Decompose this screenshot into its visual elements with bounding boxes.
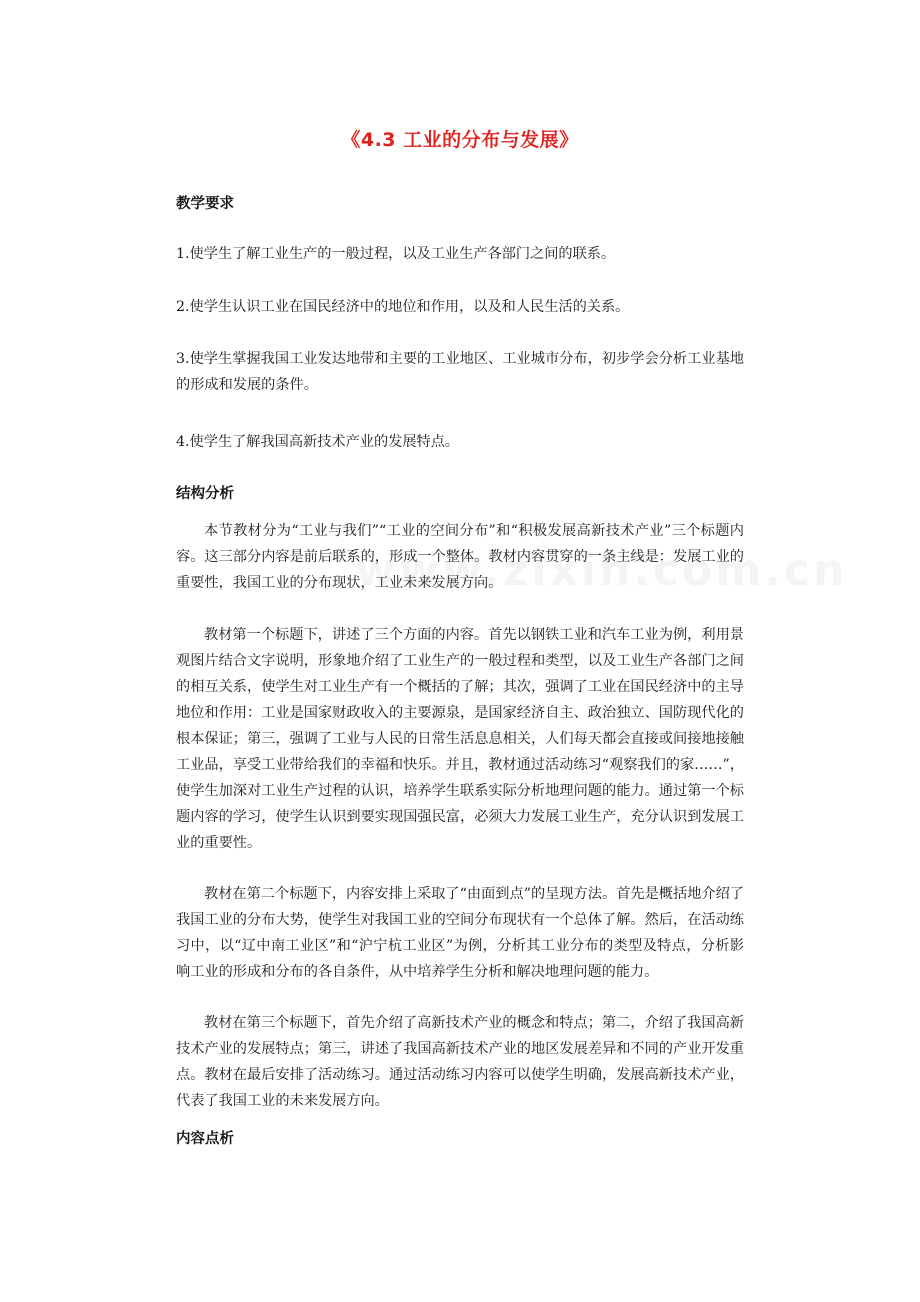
requirement-item-4: 4.使学生了解我国高新技术产业的发展特点。	[176, 434, 460, 450]
requirement-item-1: 1.使学生了解工业生产的一般过程，以及工业生产各部门之间的联系。	[176, 246, 616, 262]
requirement-item-3: 3.使学生掌握我国工业发达地带和主要的工业地区、工业城市分布，初步学会分析工业基地的形成和发展的条件。	[176, 351, 744, 393]
structure-paragraph-1: 本节教材分为“工业与我们”“工业的空间分布”和“积极发展高新技术产业”三个标题内容。这三部分内容是前后联系的，形成一个整体。教材内容贯穿的一条主线是：发展工业的重要性，我国工业的分布现状，工业未来发展方向。	[176, 523, 744, 591]
document-title: 《4.3 工业的分布与发展》	[341, 129, 579, 151]
structure-paragraph-4: 教材在第三个标题下，首先介绍了高新技术产业的概念和特点；第二，介绍了我国高新技术产业的发展特点；第三，讲述了我国高新技术产业的地区发展差异和不同的产业开发重点。教材在最后安排了活动练习。通过活动练习内容可以使学生明确，发展高新技术产业，代表了我国工业的未来发展方向。	[176, 1015, 744, 1109]
structure-paragraph-2: 教材第一个标题下，讲述了三个方面的内容。首先以钢铁工业和汽车工业为例，利用景观图片结合文字说明，形象地介绍了工业生产的一般过程和类型，以及工业生产各部门之间的相互关系，使学生对工业生产有一个概括的了解；其次，强调了工业在国民经济中的主导地位和作用：工业是国家财政收入的主要源泉，是国家经济自主、政治独立、国防现代化的根本保证；第三，强调了工业与人民的日常生活息息相关，人们每天都会直接或间接地接触工业品，享受工业带给我们的幸福和快乐。并且，教材通过活动练习“观察我们的家……”，使学生加深对工业生产过程的认识，培养学生联系实际分析地理问题的能力。通过第一个标题内容的学习，使学生认识到要实现国强民富，必须大力发展工业生产，充分认识到发展工业的重要性。	[176, 627, 744, 851]
heading-teaching-requirements: 教学要求	[176, 196, 234, 212]
structure-paragraph-3: 教材在第二个标题下，内容安排上采取了“由面到点”的呈现方法。首先是概括地介绍了我国工业的分布大势，使学生对我国工业的空间分布现状有一个总体了解。然后，在活动练习中，以“辽中南工业区”和“沪宁杭工业区”为例，分析其工业分布的类型及特点，分析影响工业的形成和分布的各自条件，从中培养学生分析和解决地理问题的能力。	[176, 886, 744, 980]
requirement-item-2: 2.使学生认识工业在国民经济中的地位和作用，以及和人民生活的关系。	[176, 299, 630, 315]
heading-structure-analysis: 结构分析	[176, 486, 234, 502]
heading-content-analysis: 内容点析	[176, 1131, 234, 1147]
